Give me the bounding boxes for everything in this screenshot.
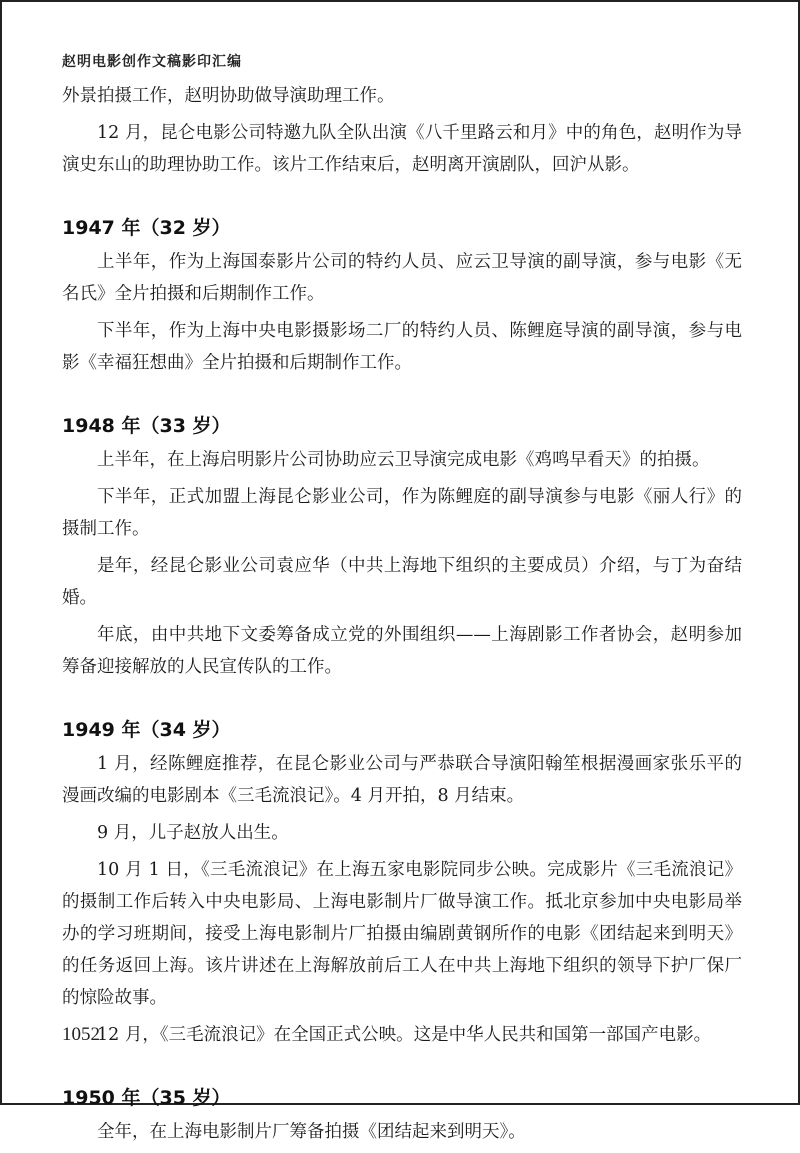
paragraph: 外景拍摄工作，赵明协助做导演助理工作。 bbox=[62, 86, 395, 106]
paragraph: 12 月，昆仑电影公司特邀九队全队出演《八千里路云和月》中的角色，赵明作为导演史东山的助理协助工作。该片工作结束后，赵明离开演剧队，回沪从影。 bbox=[62, 123, 743, 175]
paragraph: 1 月，经陈鲤庭推荐，在昆仑影业公司与严恭联合导演阳翰笙根据漫画家张乐平的漫画改编的电影剧本《三毛流浪记》。4 月开拍，8 月结束。 bbox=[62, 754, 742, 806]
paragraph: 下半年，正式加盟上海昆仑影业公司，作为陈鲤庭的副导演参与电影《丽人行》的摄制工作。 bbox=[62, 487, 742, 539]
year-heading: 1947 年（32 岁） bbox=[62, 217, 231, 239]
paragraph: 12 月，《三毛流浪记》在全国正式公映。这是中华人民共和国第一部国产电影。 bbox=[97, 1025, 712, 1045]
paragraph: 上半年，作为上海国泰影片公司的特约人员、应云卫导演的副导演，参与电影《无名氏》全片拍摄和后期制作工作。 bbox=[62, 252, 742, 304]
paragraph: 上半年，在上海启明影片公司协助应云卫导演完成电影《鸡鸣早看天》的拍摄。 bbox=[97, 450, 710, 470]
paragraph: 9 月，儿子赵放人出生。 bbox=[97, 823, 289, 843]
paragraph: 是年，经昆仑影业公司袁应华（中共上海地下组织的主要成员）介绍，与丁为奋结婚。 bbox=[62, 556, 742, 608]
year-section-1947 bbox=[62, 213, 742, 379]
page-content bbox=[62, 80, 742, 1153]
running-head: 赵明电影创作文稿影印汇编 bbox=[62, 54, 242, 70]
paragraph: 10 月 1 日，《三毛流浪记》在上海五家电影院同步公映。完成影片《三毛流浪记》的摄制工作后转入中央电影局、上海电影制片厂做导演工作。抵北京参加中央电影局举办的学习班期间，接受上海电影制片厂拍摄由编剧黄钢所作的电影《团结起来到明天》的任务返回上海。该片讲述在上海解放前后工人在中共上海地下组织的领导下护厂保厂的惊险故事。 bbox=[62, 860, 742, 1008]
year-heading: 1949 年（34 岁） bbox=[62, 719, 231, 741]
year-section-1948 bbox=[62, 411, 742, 683]
year-heading: 1950 年（35 岁） bbox=[62, 1087, 231, 1109]
year-heading: 1948 年（33 岁） bbox=[62, 415, 231, 437]
year-section-1949 bbox=[62, 715, 742, 1051]
paragraph: 年底，由中共地下文委筹备成立党的外围组织——上海剧影工作者协会，赵明参加筹备迎接解放的人民宣传队的工作。 bbox=[62, 625, 742, 677]
year-section-1950 bbox=[62, 1083, 742, 1148]
page-number: 1052 bbox=[62, 1024, 100, 1045]
paragraph: 全年，在上海电影制片厂筹备拍摄《团结起来到明天》。 bbox=[97, 1122, 526, 1142]
paragraph: 下半年，作为上海中央电影摄影场二厂的特约人员、陈鲤庭导演的副导演，参与电影《幸福狂想曲》全片拍摄和后期制作工作。 bbox=[62, 321, 742, 373]
